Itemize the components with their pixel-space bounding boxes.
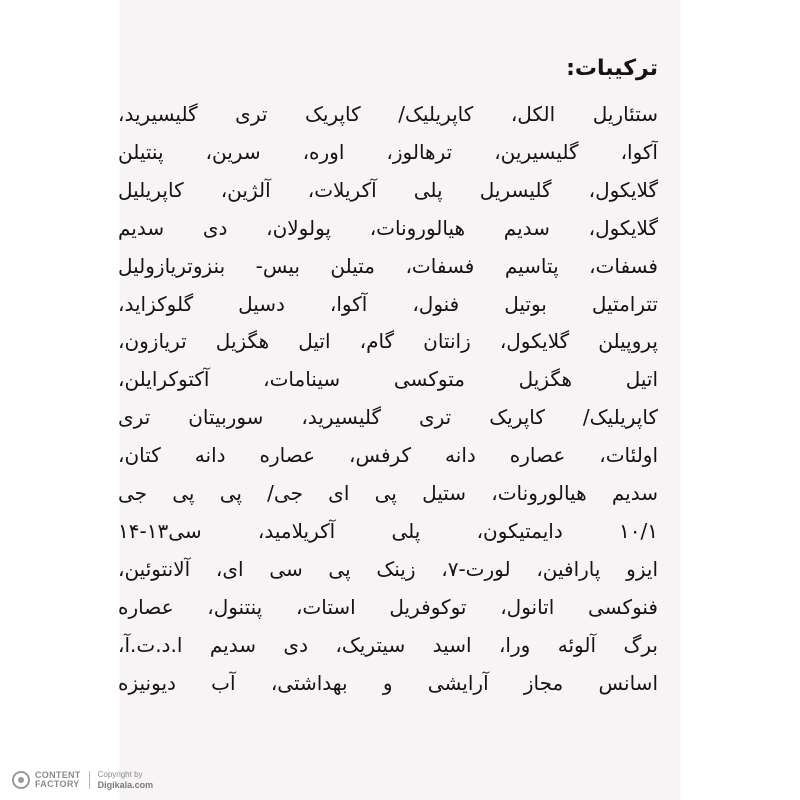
ingredient-line-13: ایزو پارافین، لورت-۷، زینک پی سی ای، آلانتوئین، xyxy=(118,556,658,581)
ingredient-line-8: اتیل هگزیل متوکسی سینامات، آکتوکرایلن، xyxy=(118,367,658,392)
ingredient-line-11: سدیم هیالورونات، ستیل پی ای جی/ پی پی جی xyxy=(118,481,658,506)
copyright-text: Copyright by xyxy=(97,770,143,779)
content-factory-logo-icon xyxy=(12,771,30,789)
ingredient-line-1: ستئاریل الکل، کاپریلیک/ کاپریک تری گلیسیرید، xyxy=(118,102,658,126)
ingredient-line-3: گلایکول، گلیسریل پلی آکریلات، آلژین، کاپریلیل xyxy=(118,177,658,202)
ingredient-line-5: فسفات، پتاسیم فسفات، متیلن بیس- بنزوتریازولیل xyxy=(118,253,658,278)
ingredient-line-4: گلایکول، سدیم هیالورونات، پولولان، دی سدیم xyxy=(118,215,658,240)
ingredient-line-12: ۱۰/۱ دایمتیکون، پلی آکریلامید، سی۱۳-۱۴ xyxy=(118,518,658,543)
watermark xyxy=(12,770,153,790)
ingredient-line-14: فنوکسی اتانول، توکوفریل استات، پنتنول، عصاره xyxy=(118,594,658,619)
ingredient-line-10: اولئات، عصاره دانه کرفس، عصاره دانه کتان، xyxy=(118,443,658,468)
content-factory-logo xyxy=(12,771,81,789)
ingredient-line-6: تترامتیل بوتیل فنول، آکوا، دسیل گلوکزاید، xyxy=(118,291,658,316)
copyright-site: Digikala.com xyxy=(97,780,154,790)
ingredient-line-15: برگ آلوئه ورا، اسید سیتریک، دی سدیم ا.د.ت.آ، xyxy=(118,632,658,657)
logo-wordmark xyxy=(35,771,81,789)
ingredient-line-9: کاپریلیک/ کاپریک تری گلیسیرید، سوربیتان تری xyxy=(118,405,658,430)
ingredients-heading: ترکیبات: xyxy=(566,56,658,81)
ingredient-line-16: اسانس مجاز آرایشی و بهداشتی، آب دیونیزه xyxy=(118,670,658,695)
ingredients-panel xyxy=(118,52,658,703)
logo-line-2: FACTORY xyxy=(35,779,80,789)
ingredient-line-2: آکوا، گلیسیرین، ترهالوز، اوره، سرین، پنتیلن xyxy=(118,139,658,164)
watermark-divider xyxy=(89,771,90,789)
ingredient-line-7: پروپیلن گلایکول، زانتان گام، اتیل هگزیل تریازون، xyxy=(118,329,658,354)
logo-line-1: CONTENT xyxy=(35,770,81,780)
copyright-notice xyxy=(98,770,154,790)
